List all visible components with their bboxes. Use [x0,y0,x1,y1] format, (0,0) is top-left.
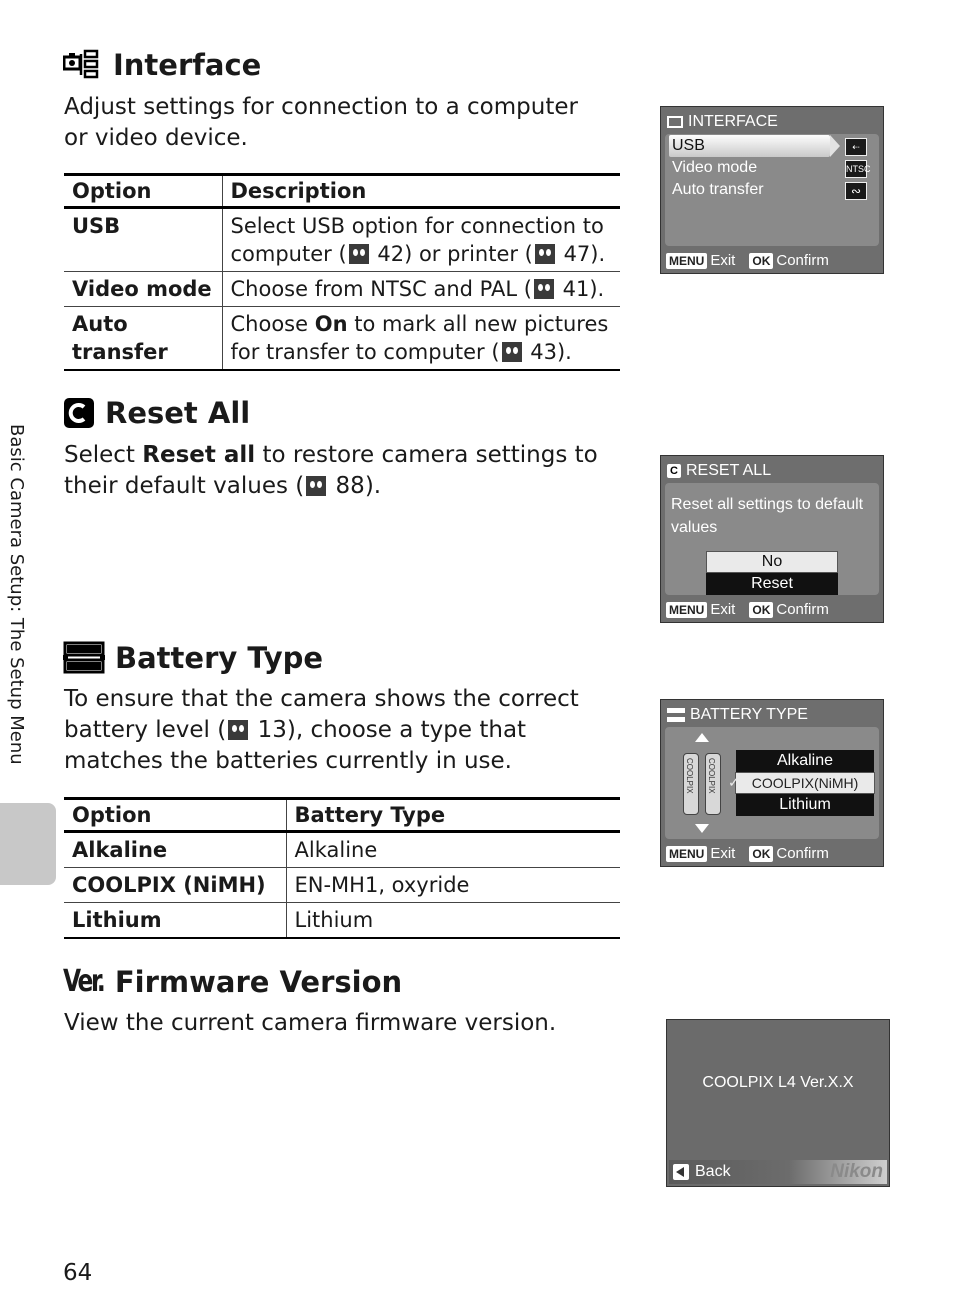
battery-heading-row [63,640,323,676]
type-cell: Lithium [286,903,620,939]
battery-option-coolpix[interactable]: COOLPIX(NiMH) [735,772,875,794]
battery-intro: To ensure that the camera shows the correct battery level ( 13), choose a type that matches the batteries currently in use. [64,686,579,774]
menu-item-auto-transfer[interactable]: Auto transfer [672,181,764,198]
section-title-interface: Interface [113,48,262,82]
checkmark-icon: ✓ [728,774,740,790]
column-header-option: Option [64,799,286,832]
battery-cell-icon: COOLPIX [683,753,699,815]
reset-message: Reset all settings to default values [671,496,864,536]
interface-intro: Adjust settings for connection to a computer or video device. [64,94,578,151]
exit-label[interactable]: Exit [710,252,736,269]
page-ref-icon [306,476,326,496]
ok-key-icon: OK [749,846,773,862]
type-cell: Alkaline [286,832,620,868]
interface-icon [63,49,103,81]
menu-item-video-mode[interactable]: Video mode [672,159,758,176]
battery-option-alkaline[interactable]: Alkaline [736,750,874,772]
menu-key-icon: MENU [666,602,707,618]
description-cell: Choose from NTSC and PAL ( 41). [222,272,620,307]
interface-icon [667,116,683,128]
option-no[interactable]: No [706,551,838,573]
option-cell: Alkaline [64,832,286,868]
menu-panel [665,134,879,246]
option-cell: USB [64,208,222,272]
back-arrow-icon[interactable] [673,1164,689,1180]
interface-heading-row [63,48,261,82]
scroll-up-icon[interactable] [695,733,709,742]
exit-label[interactable]: Exit [710,845,736,862]
column-header-description: Description [222,175,620,208]
option-cell: Video mode [64,272,222,307]
option-cell: Lithium [64,903,286,939]
battery-icon [667,708,685,722]
nikon-logo: Nikon [830,1161,883,1182]
screen-footer [666,252,829,269]
description-cell: Select USB option for connection to computer ( 42) or printer ( 47). [222,208,620,272]
battery-icon [63,640,105,676]
section-title-reset-all: Reset All [105,396,251,430]
confirm-label[interactable]: Confirm [776,601,829,618]
table-row [64,832,620,868]
section-title-battery-type: Battery Type [115,641,324,675]
battery-cell-icon: COOLPIX [705,753,721,815]
ntsc-icon: NTSC [845,160,867,178]
ok-key-icon: OK [749,253,773,269]
menu-key-icon: MENU [666,846,707,862]
page-ref-icon [534,279,554,299]
version-icon: Ver. [63,964,104,999]
ok-key-icon: OK [749,602,773,618]
page-number: 64 [63,1260,93,1286]
firmware-heading-row [63,964,402,999]
page-ref-icon [228,720,248,740]
menu-item-usb[interactable]: USB [669,135,830,157]
table-row [64,903,620,939]
battery-table [64,797,620,939]
interface-screen [660,106,884,274]
auto-transfer-icon: ∾ [845,182,867,200]
reset-icon [63,397,95,429]
firmware-screen [666,1019,890,1187]
firmware-version-text: COOLPIX L4 Ver.X.X [702,1074,854,1091]
table-row [64,868,620,903]
dialog-panel [665,483,879,595]
section-title-firmware-version: Firmware Version [114,964,403,999]
page-ref-icon [349,244,369,264]
confirm-label[interactable]: Confirm [776,845,829,862]
page-ref-icon [535,244,555,264]
screen-title: C RESET ALL [667,462,771,480]
firmware-intro: View the current camera firmware version. [64,1010,557,1036]
table-row [64,208,620,272]
exit-label[interactable]: Exit [710,601,736,618]
reset-intro: Select Reset all to restore camera settings to their default values ( 88). [64,442,598,499]
back-label[interactable]: Back [695,1163,731,1180]
reset-icon: C [667,464,681,478]
menu-key-icon: MENU [666,253,707,269]
screen-title: BATTERY TYPE [667,706,808,724]
scroll-down-icon[interactable] [695,824,709,833]
screen-title: INTERFACE [667,113,778,131]
usb-printer-icon: ⇠ [845,138,867,156]
battery-panel [665,727,879,839]
table-row [64,307,620,371]
reset-heading-row [63,396,250,430]
column-header-option: Option [64,175,222,208]
battery-option-lithium[interactable]: Lithium [736,794,874,816]
option-reset[interactable]: Reset [706,573,838,595]
interface-table [64,173,620,371]
type-cell: EN-MH1, oxyride [286,868,620,903]
confirm-label[interactable]: Confirm [776,252,829,269]
table-row [64,272,620,307]
side-thumb-tab [0,803,56,885]
battery-screen [660,699,884,867]
reset-screen [660,455,884,623]
side-label: Basic Camera Setup: The Setup Menu [6,424,27,765]
description-cell: Choose On to mark all new pictures for transfer to computer ( 43). [222,307,620,371]
column-header-battery-type: Battery Type [286,799,620,832]
screen-footer [666,601,829,618]
page-ref-icon [502,342,522,362]
option-cell: Auto transfer [64,307,222,371]
screen-footer [666,845,829,862]
firmware-footer [669,1160,887,1184]
option-cell: COOLPIX (NiMH) [64,868,286,903]
